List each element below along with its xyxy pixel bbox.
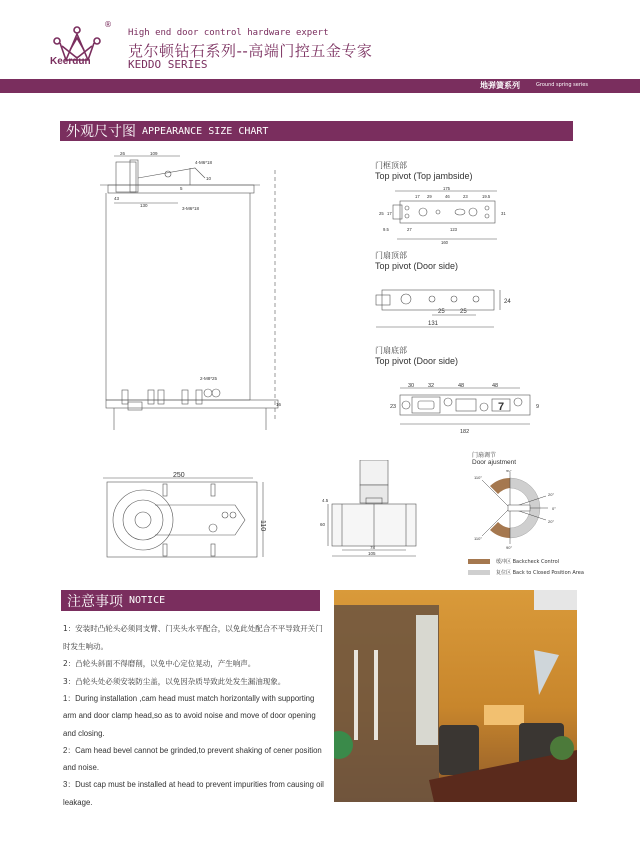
- closed-area-swatch: [468, 570, 490, 575]
- svg-text:26: 26: [120, 151, 126, 156]
- notice-title-cn: 注意事项: [67, 593, 123, 610]
- svg-text:123: 123: [450, 227, 457, 232]
- svg-text:5: 5: [180, 186, 183, 191]
- svg-text:43: 43: [114, 196, 120, 201]
- notice-item-cn: 1：安装时凸轮头必须同支臂、门夹头水平配合，以免此处配合不平导致开关门时发生响动。: [63, 624, 323, 651]
- bottom-door-side-caption: [375, 345, 458, 366]
- legend-closed-area: [468, 569, 584, 576]
- svg-text:23: 23: [390, 404, 397, 410]
- notice-item-cn: 2：凸轮头斜面不得磨削，以免中心定位晃动，产生响声。: [63, 659, 256, 668]
- tagline: High end door control hardware expert: [128, 28, 329, 38]
- door-adjustment-diagram: [470, 470, 580, 550]
- legend-backcheck: [468, 558, 584, 565]
- svg-text:23: 23: [463, 194, 468, 199]
- top-jambside-caption: [375, 160, 473, 181]
- bottom-door-side-drawing: [370, 380, 550, 435]
- svg-text:105: 105: [368, 551, 376, 556]
- svg-text:29: 29: [427, 194, 432, 199]
- svg-text:24: 24: [504, 299, 511, 305]
- svg-text:48: 48: [492, 383, 499, 389]
- top-door-side-caption: [375, 250, 458, 271]
- svg-text:4.5: 4.5: [322, 498, 329, 503]
- svg-text:175: 175: [443, 187, 450, 191]
- side-view-drawing: [100, 150, 300, 430]
- svg-text:27: 27: [407, 227, 412, 232]
- notice-section-header: [61, 590, 320, 611]
- door-adjustment-label-en: Door ajustment: [472, 459, 517, 466]
- svg-text:32: 32: [428, 383, 435, 389]
- svg-text:17: 17: [387, 211, 392, 216]
- top-door-side-label-en: Top pivot (Door side): [375, 261, 459, 271]
- svg-text:30: 30: [408, 383, 415, 389]
- notice-list-cn: [63, 620, 325, 690]
- top-jambside-label-cn: 门框顶部: [375, 161, 407, 170]
- svg-text:130: 130: [140, 203, 148, 208]
- front-view-drawing: [320, 460, 430, 560]
- svg-text:7: 7: [498, 401, 505, 413]
- backcheck-swatch: [468, 559, 490, 564]
- top-jambside-drawing: [365, 187, 510, 245]
- notice-item-cn: 3：凸轮头处必须安装防尘盖，以免因杂质导致此处发生漏油现象。: [63, 676, 286, 686]
- svg-text:9.5: 9.5: [383, 227, 389, 232]
- svg-text:182: 182: [460, 429, 470, 435]
- svg-text:3-M6*18: 3-M6*18: [182, 206, 200, 211]
- notice-list-en: [63, 690, 325, 811]
- series-name: KEDDO SERIES: [128, 58, 208, 71]
- svg-text:78: 78: [370, 545, 376, 550]
- svg-text:90°: 90°: [506, 470, 513, 473]
- svg-text:90°: 90°: [506, 545, 513, 550]
- svg-text:25: 25: [379, 211, 384, 216]
- header-title-cn: 克尔顿钻石系列--高端门控五金专家: [128, 42, 373, 60]
- svg-text:20°: 20°: [548, 492, 555, 497]
- svg-text:109: 109: [150, 151, 158, 156]
- adjustment-legend: [468, 558, 584, 576]
- door-adjustment-label-cn: 门扇调节: [472, 452, 497, 459]
- appearance-title-en: APPEARANCE SIZE CHART: [142, 125, 269, 137]
- registered-mark: ®: [104, 20, 112, 29]
- svg-text:17: 17: [415, 194, 420, 199]
- appearance-section-header: [60, 121, 573, 141]
- svg-text:4-M6*18: 4-M6*18: [195, 160, 213, 165]
- top-door-side-drawing: [370, 285, 515, 335]
- svg-text:25: 25: [460, 309, 467, 315]
- svg-text:25: 25: [438, 309, 445, 315]
- top-jambside-label-en: Top pivot (Top jambside): [375, 171, 473, 181]
- svg-text:160: 160: [441, 240, 448, 245]
- top-door-side-label-cn: 门扇顶部: [375, 251, 407, 260]
- svg-text:250: 250: [173, 472, 185, 479]
- legend-closed-cn: 复位区: [496, 570, 512, 576]
- category-en: Ground spring series: [536, 82, 588, 88]
- svg-text:20°: 20°: [548, 519, 555, 524]
- svg-text:0°: 0°: [552, 506, 556, 511]
- door-adjustment-caption: [472, 450, 516, 466]
- svg-text:60: 60: [320, 522, 326, 527]
- svg-text:2-M8*25: 2-M8*25: [200, 376, 218, 381]
- svg-text:110°: 110°: [474, 475, 482, 480]
- svg-text:19.5: 19.5: [482, 194, 491, 199]
- bottom-door-side-label-en: Top pivot (Door side): [375, 356, 459, 366]
- svg-text:31: 31: [501, 211, 506, 216]
- bottom-door-side-label-cn: 门扇底部: [375, 346, 407, 355]
- notice-item-en: 1：During installation ,cam head must match horizontally with supporting arm and door clamp head,so as to avoid noise and move of door opening and closing.: [63, 694, 316, 738]
- legend-backcheck-en: Backcheck Control: [512, 558, 560, 565]
- legend-backcheck-cn: 缓冲区: [496, 559, 512, 565]
- appearance-title-cn: 外观尺寸图: [66, 124, 136, 140]
- brand-logo-text: Keerdun: [50, 56, 91, 67]
- svg-text:131: 131: [428, 321, 439, 327]
- notice-item-en: 3：Dust cap must be installed at head to prevent impurities from causing oil leakage.: [63, 780, 324, 807]
- svg-text:10: 10: [206, 176, 212, 181]
- svg-text:110: 110: [259, 520, 266, 532]
- svg-text:110°: 110°: [474, 536, 482, 541]
- legend-closed-en: Back to Closed Position Area: [512, 569, 584, 576]
- notice-title-en: NOTICE: [129, 595, 166, 606]
- plan-view-drawing: [95, 470, 280, 575]
- installation-photo: [334, 590, 577, 802]
- svg-text:46: 46: [445, 194, 450, 199]
- svg-text:16: 16: [276, 402, 282, 407]
- office-scene-image: [334, 590, 577, 802]
- category-cn: 地弹簧系列: [480, 81, 520, 90]
- svg-text:48: 48: [458, 383, 465, 389]
- notice-item-en: 2：Cam head bevel cannot be grinded,to prevent shaking of cener position and noise.: [63, 745, 322, 773]
- svg-text:9: 9: [536, 404, 540, 410]
